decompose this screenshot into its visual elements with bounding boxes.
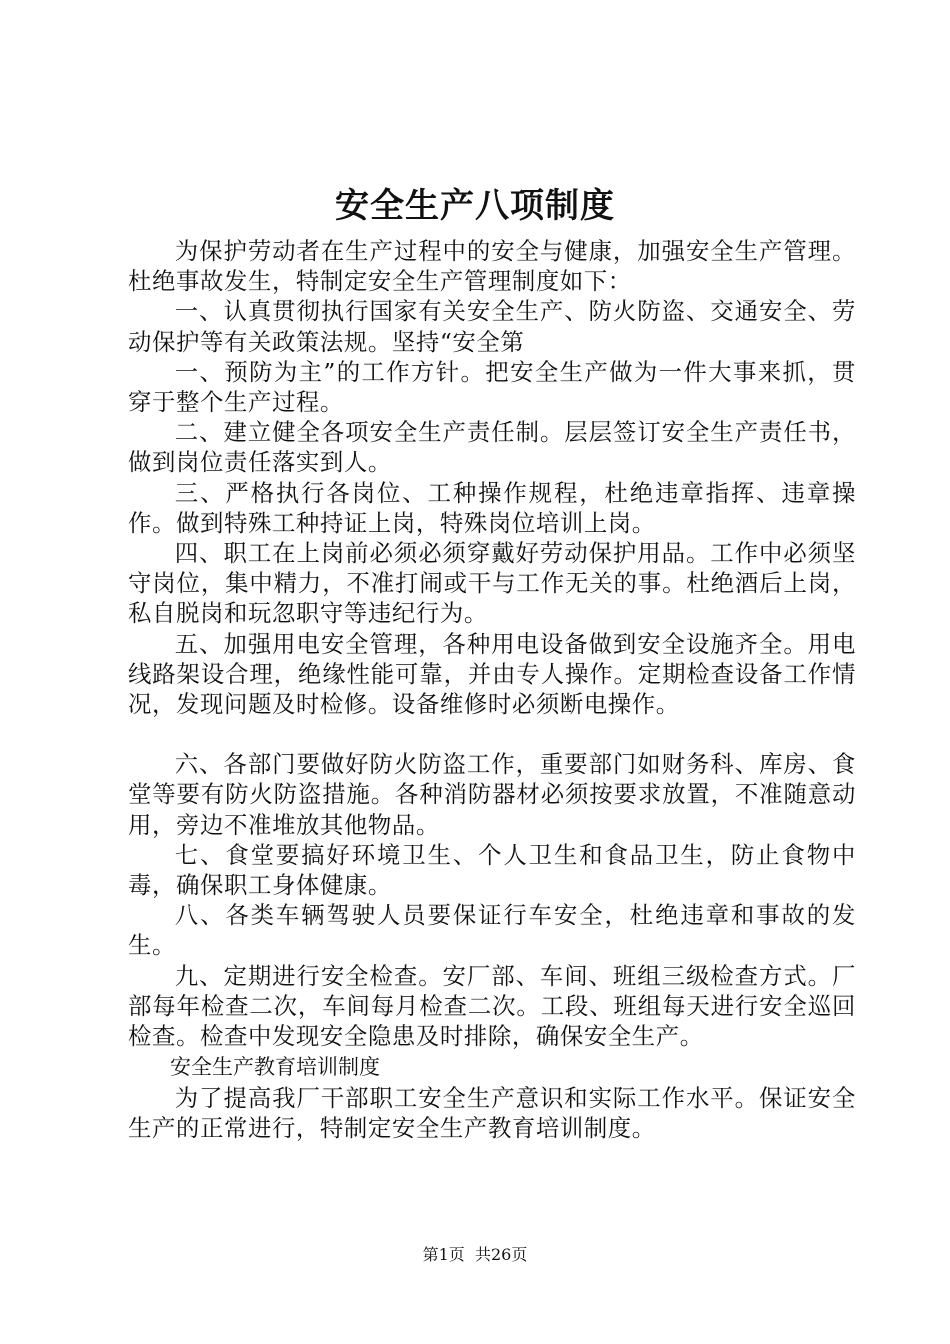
rule-paragraph-7: 七、食堂要搞好环境卫生、个人卫生和食品卫生，防止食物中毒，确保职工身体健康。 [128, 840, 856, 900]
rule-paragraph-3: 三、严格执行各岗位、工种操作规程，杜绝违章指挥、违章操作。做到特殊工种持证上岗，特殊岗位培训上岗。 [128, 478, 856, 537]
section-subheading: 安全生产教育培训制度 [170, 1055, 380, 1080]
training-intro-paragraph: 为了提高我厂干部职工安全生产意识和实际工作水平。保证安全生产的正常进行，特制定安全生产教育培训制度。 [128, 1084, 856, 1143]
rule-paragraph-2: 二、建立健全各项安全生产责任制。层层签订安全生产责任书，做到岗位责任落实到人。 [128, 418, 856, 477]
rule-paragraph-1: 一、认真贯彻执行国家有关安全生产、防火防盗、交通安全、劳动保护等有关政策法规。坚持“安全第 [128, 297, 856, 356]
rule-paragraph-5: 五、加强用电安全管理，各种用电设备做到安全设施齐全。用电线路架设合理，绝缘性能可靠，并由专人操作。定期检查设备工作情况，发现问题及时检修。设备维修时必须断电操作。 [128, 629, 856, 719]
document-body [128, 236, 856, 1144]
page-footer [0, 1244, 950, 1266]
rule-paragraph-9: 九、定期进行安全检查。安厂部、车间、班组三级检查方式。厂部每年检查二次，车间每月检查二次。工段、班组每天进行安全巡回检查。检查中发现安全隐患及时排除，确保安全生产。 [128, 961, 856, 1051]
page-total: 共26页 [474, 1245, 528, 1264]
rule-paragraph-4: 四、职工在上岗前必须必须穿戴好劳动保护用品。工作中必须坚守岗位，集中精力，不准打闹或干与工作无关的事。杜绝酒后上岗，私自脱岗和玩忽职守等违纪行为。 [128, 539, 856, 628]
footer-spacer [465, 1245, 475, 1264]
document-title: 安全生产八项制度 [335, 186, 615, 226]
page-number: 第1页 [422, 1245, 465, 1264]
rule-paragraph-6: 六、各部门要做好防火防盗工作，重要部门如财务科、库房、食堂等要有防火防盗措施。各种消防器材必须按要求放置，不准随意动用，旁边不准堆放其他物品。 [128, 750, 856, 839]
intro-paragraph: 为保护劳动者在生产过程中的安全与健康，加强安全生产管理。杜绝事故发生，特制定安全生产管理制度如下： [128, 237, 856, 296]
rule-paragraph-8: 八、各类车辆驾驶人员要保证行车安全，杜绝违章和事故的发生。 [128, 901, 856, 960]
rule-paragraph-1-continued: 一、预防为主”的工作方针。把安全生产做为一件大事来抓，贯穿于整个生产过程。 [128, 357, 856, 417]
